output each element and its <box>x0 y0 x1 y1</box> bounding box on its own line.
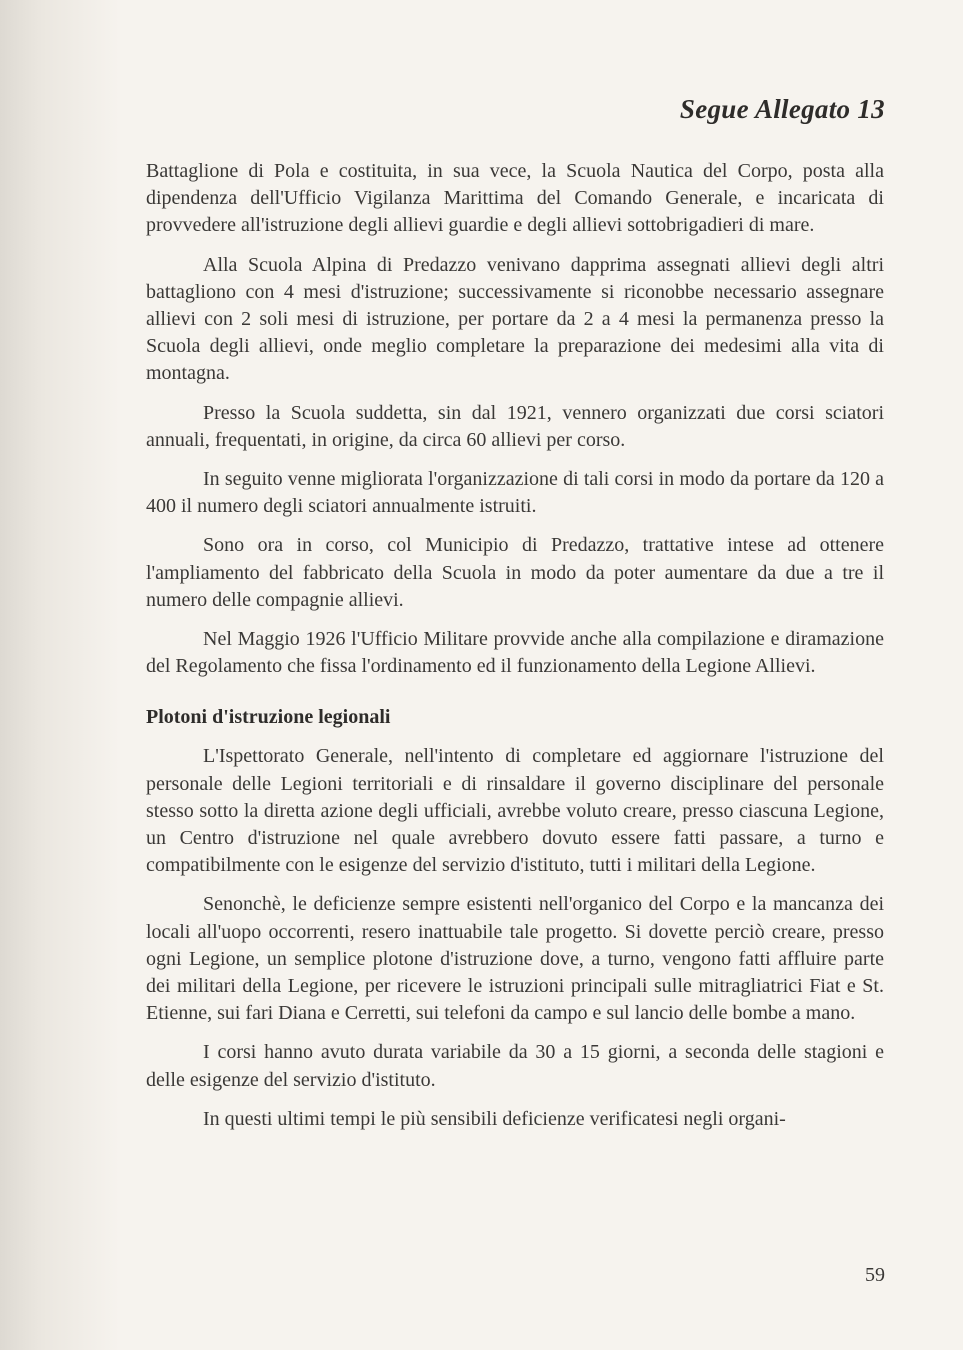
paragraph-4: In seguito venne migliorata l'organizzazione di tali corsi in modo da portare da 120 a 400 il numero degli sciatori annualmente istruiti. <box>146 468 884 518</box>
paragraph-3: Presso la Scuola suddetta, sin dal 1921, vennero organizzati due corsi sciatori annuali, frequentati, in origine, da circa 60 allievi per corso. <box>146 401 884 451</box>
section-paragraph-1: L'Ispettorato Generale, nell'intento di completare ed aggiornare l'istruzione del personale delle Legioni territoriali e di rinsaldare il governo disciplinare del personale stesso sotto la diretta azione degli ufficiali, avrebbe voluto creare, presso ciascuna Legione, un Centro d'istruzione nel quale avrebbero dovuto essere fatti passare, a turno e compatibilmente con le esigenze del servizio d'istituto, tutti i militari della Legione. <box>146 745 884 877</box>
section-heading: Plotoni d'istruzione legionali <box>146 706 391 729</box>
paragraph-1: Battaglione di Pola e costituita, in sua vece, la Scuola Nautica del Corpo, posta alla dipendenza dell'Ufficio Vigilanza Marittima del Comando Generale, e incaricata di provvedere all'istruzione degli allievi guardie e degli allievi sottobrigadieri di mare. <box>146 160 884 237</box>
paragraph-5: Sono ora in corso, col Municipio di Predazzo, trattative intese ad ottenere l'ampliamento del fabbricato della Scuola in modo da poter aumentare da due a tre il numero delle compagnie allievi. <box>146 534 884 611</box>
paragraph-2: Alla Scuola Alpina di Predazzo venivano dapprima assegnati allievi degli altri battagliono con 4 mesi d'istruzione; successivamente si riconobbe necessario assegnare allievi con 2 soli mesi di istruzione, per portare da 2 a 4 mesi la permanenza presso la Scuola degli allievi, onde meglio completare la preparazione dei medesimi alla vita di montagna. <box>146 253 884 385</box>
body-text <box>146 158 884 1145</box>
running-header: Segue Allegato 13 <box>679 94 885 124</box>
paragraph-6: Nel Maggio 1926 l'Ufficio Militare provvide anche alla compilazione e diramazione del Regolamento che fissa l'ordinamento ed il funzionamento della Legione Allievi. <box>146 628 884 678</box>
page-number: 59 <box>865 1264 885 1286</box>
page-gutter-shadow <box>0 0 120 1350</box>
section-paragraph-2: Senonchè, le deficienze sempre esistenti nell'organico del Corpo e la mancanza dei locali all'uopo occorrenti, resero inattuabile tale progetto. Si dovette perciò creare, presso ogni Legione, un semplice plotone d'istruzione dove, a turno, vengono fatti affluire parte dei militari della Legione, per ricevere le istruzioni principali sulle mitragliatrici Fiat e St. Etienne, sui fari Diana e Cerretti, sui telefoni da campo e sul lancio delle bombe a mano. <box>146 893 884 1025</box>
section-paragraph-3: I corsi hanno avuto durata variabile da 30 a 15 giorni, a seconda delle stagioni e delle esigenze del servizio d'istituto. <box>146 1041 884 1091</box>
section-paragraph-4: In questi ultimi tempi le più sensibili deficienze verificatesi negli organi- <box>203 1107 786 1130</box>
